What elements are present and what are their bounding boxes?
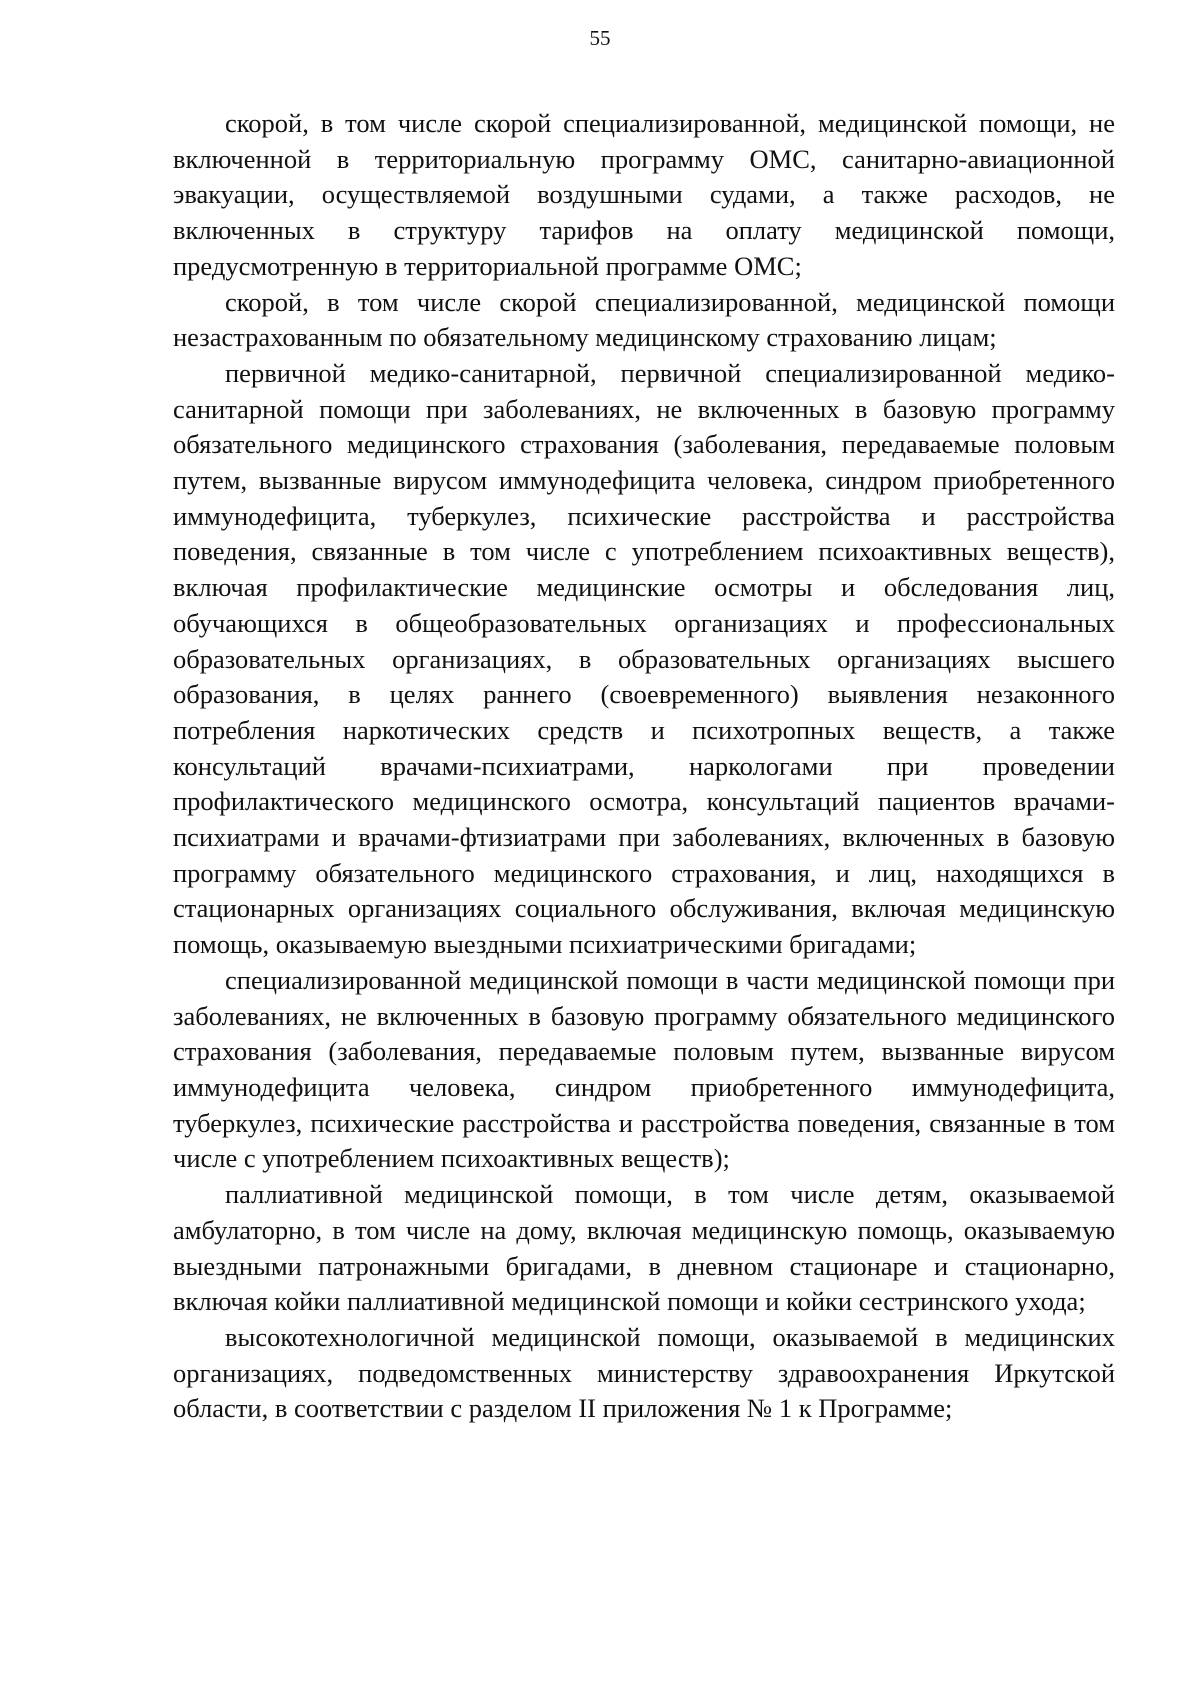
document-body [173, 106, 1115, 1427]
paragraph-palliative-care: паллиативной медицинской помощи, в том числе детям, оказываемой амбулаторно, в том числе на дому, включая медицинскую помощь, оказываемую выездными патронажными бригадами, в дневном стационаре и стационарно, включая койки паллиативной медицинской помощи и койки сестринского ухода; [173, 1179, 1115, 1317]
paragraph-ambulance-uninsured: скорой, в том числе скорой специализированной, медицинской помощи незастрахованным по обязательному медицинскому страхованию лицам; [173, 286, 1115, 353]
paragraph-high-tech-care: высокотехнологичной медицинской помощи, оказываемой в медицинских организациях, подведомственных министерству здравоохранения Иркутской области, в соответствии с разделом II приложения № 1 к Программе; [173, 1321, 1115, 1424]
paragraph-ambulance-non-oms: скорой, в том числе скорой специализированной, медицинской помощи, не включенной в территориальную программу ОМС, санитарно-авиационной эвакуации, осуществляемой воздушными судами, а также расходов, не включенных в структуру тарифов на оплату медицинской помощи, предусмотренную в территориальной программе ОМС; [173, 108, 1115, 281]
paragraph-specialized-care: специализированной медицинской помощи в части медицинской помощи при заболеваниях, не включенных в базовую программу обязательного медицинского страхования (заболевания, передаваемые половым путем, вызванные вирусом иммунодефицита человека, синдром приобретенного иммунодефицита, туберкулез, психические расстройства и расстройства поведения, связанные в том числе с употреблением психоактивных веществ); [173, 964, 1115, 1174]
page-number: 55 [589, 26, 611, 50]
paragraph-primary-care: первичной медико-санитарной, первичной специализированной медико-санитарной помощи при заболеваниях, не включенных в базовую программу обязательного медицинского страхования (заболевания, передаваемые половым путем, вызванные вирусом иммунодефицита человека, синдром приобретенного иммунодефицита, туберкулез, психические расстройства и расстройства поведения, связанные в том числе с употреблением психоактивных веществ), включая профилактические медицинские осмотры и обследования лиц, обучающихся в общеобразовательных организациях и профессиональных образовательных организациях, в образовательных организациях высшего образования, в целях раннего (своевременного) выявления незаконного потребления наркотических средств и психотропных веществ, а также консультаций врачами-психиатрами, наркологами при проведении профилактического медицинского осмотра, консультаций пациентов врачами-психиатрами и врачами-фтизиатрами при заболеваниях, включенных в базовую программу обязательного медицинского страхования, и лиц, находящихся в стационарных организациях социального обслуживания, включая медицинскую помощь, оказываемую выездными психиатрическими бригадами; [173, 357, 1115, 960]
